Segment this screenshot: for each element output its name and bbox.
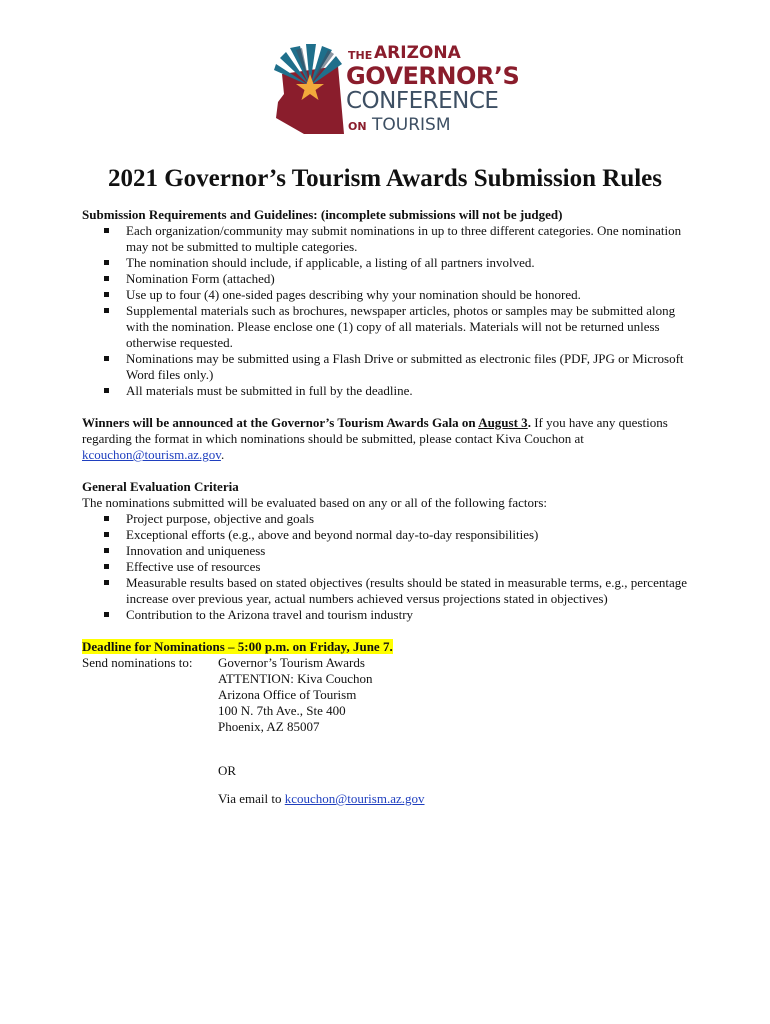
- bullet-icon: [104, 276, 109, 281]
- winners-contact-text: If you have any questions regarding the format in which nominations should be submitted, please contact Kiva Couchon at: [82, 415, 668, 446]
- document-body: [82, 207, 692, 807]
- requirements-list: [82, 223, 692, 399]
- bullet-icon: [104, 260, 109, 265]
- list-item: Nominations may be submitted using a Flash Drive or submitted as electronic files (PDF, JPG or Microsoft Word files only.): [82, 351, 692, 383]
- requirements-heading: Submission Requirements and Guidelines: (incomplete submissions will not be judged): [82, 207, 563, 222]
- deadline-highlight: Deadline for Nominations – 5:00 p.m. on Friday, June 7.: [82, 639, 393, 654]
- page-title: 2021 Governor’s Tourism Awards Submission Rules: [107, 165, 663, 192]
- bullet-icon: [104, 356, 109, 361]
- or-separator: OR: [218, 763, 237, 778]
- list-item: Nomination Form (attached): [82, 271, 692, 287]
- email-submission-line: Via email to kcouchon@tourism.az.gov: [218, 791, 425, 806]
- logo-governors: GOVERNOR’S: [346, 62, 520, 90]
- address-line: Arizona Office of Tourism: [218, 687, 357, 702]
- bullet-icon: [104, 612, 109, 617]
- list-item: Supplemental materials such as brochures, newspaper articles, photos or samples may be submitted along with the nomination. Please enclose one (1) copy of all materials. Materials will not be returned unless otherwise requested.: [82, 303, 692, 351]
- winners-paragraph: Winners will be announced at the Governor’s Tourism Awards Gala on August 3. If you have any questions regarding the format in which nominations should be submitted, please contact Kiva Couchon at kcouchon@tourism.az.gov.: [82, 415, 668, 462]
- winners-announcement: Winners will be announced at the Governor’s Tourism Awards Gala on: [82, 415, 479, 430]
- list-item: Contribution to the Arizona travel and tourism industry: [82, 607, 692, 623]
- bullet-icon: [104, 388, 109, 393]
- gala-date: August 3: [478, 415, 528, 430]
- list-item: Exceptional efforts (e.g., above and beyond normal day-to-day responsibilities): [82, 527, 692, 543]
- bullet-icon: [104, 228, 109, 233]
- conference-logo: [274, 43, 520, 138]
- bullet-icon: [104, 580, 109, 585]
- criteria-intro: The nominations submitted will be evaluated based on any or all of the following factors:: [82, 495, 547, 510]
- list-item: Use up to four (4) one-sided pages describing why your nomination should be honored.: [82, 287, 692, 303]
- mailing-address: [82, 655, 692, 751]
- address-line: 100 N. 7th Ave., Ste 400: [218, 703, 346, 718]
- logo-arizona: ARIZONA: [374, 43, 461, 63]
- criteria-list: [82, 511, 692, 623]
- deadline-line: [82, 639, 692, 655]
- list-item: All materials must be submitted in full by the deadline.: [82, 383, 692, 399]
- arizona-sunburst-logo-icon: [274, 44, 344, 138]
- list-item: Each organization/community may submit nominations in up to three different categories. One nomination may not be submitted to multiple categories.: [82, 223, 692, 255]
- send-label: Send nominations to:: [82, 655, 193, 670]
- criteria-heading: General Evaluation Criteria: [82, 479, 239, 494]
- logo-on: ON: [348, 120, 367, 133]
- address-line: ATTENTION: Kiva Couchon: [218, 671, 373, 686]
- submission-email-link[interactable]: kcouchon@tourism.az.gov: [284, 791, 425, 806]
- logo-the: THE: [348, 49, 373, 62]
- bullet-icon: [104, 308, 109, 313]
- logo-tourism: TOURISM: [372, 115, 451, 135]
- address-line: Governor’s Tourism Awards: [218, 655, 365, 670]
- list-item: Project purpose, objective and goals: [82, 511, 692, 527]
- bullet-icon: [104, 532, 109, 537]
- bullet-icon: [104, 292, 109, 297]
- list-item: Innovation and uniqueness: [82, 543, 692, 559]
- list-item: Effective use of resources: [82, 559, 692, 575]
- bullet-icon: [104, 516, 109, 521]
- logo-conference: CONFERENCE: [346, 88, 499, 114]
- bullet-icon: [104, 548, 109, 553]
- contact-email-link[interactable]: kcouchon@tourism.az.gov: [82, 447, 221, 462]
- list-item: Measurable results based on stated objectives (results should be stated in measurable terms, e.g., percentage increase over previous year, actual numbers achieved versus projections stated in objectives): [82, 575, 692, 607]
- bullet-icon: [104, 564, 109, 569]
- address-lines: [218, 655, 373, 735]
- list-item: The nomination should include, if applicable, a listing of all partners involved.: [82, 255, 692, 271]
- address-line: Phoenix, AZ 85007: [218, 719, 320, 734]
